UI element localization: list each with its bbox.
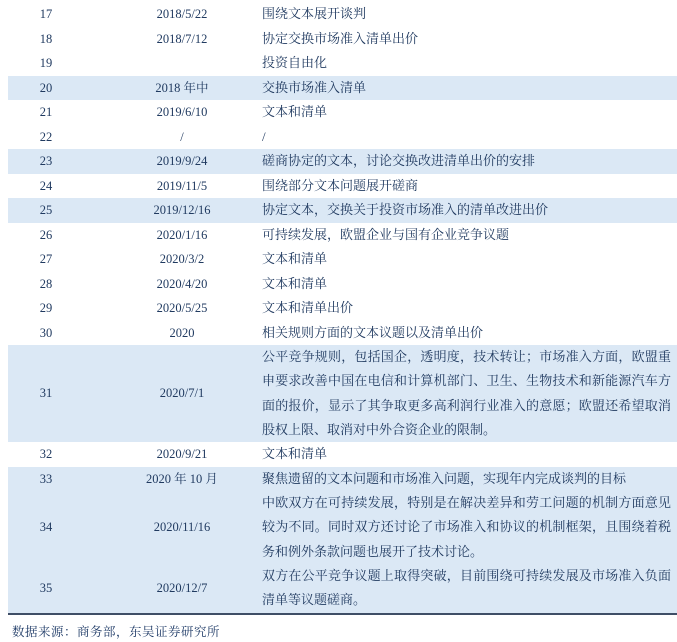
table-row: [8, 149, 677, 174]
content-cell: 中欧双方在可持续发展，特别是在解决差异和劳工问题的机制方面意见较为不同。同时双方还讨论了市场准入和协议的机制框架，且围绕着税务和例外条款问题也展开了技术讨论。: [262, 495, 671, 559]
date-cell: 2020: [169, 325, 195, 340]
table-row: [8, 125, 677, 150]
table-row: [8, 564, 677, 613]
content-cell: 协定文本，交换关于投资市场准入的清单改进出价: [262, 202, 549, 218]
table-bottom-divider: [8, 613, 677, 616]
round-number-cell: 22: [39, 129, 53, 144]
round-number-cell: 23: [39, 154, 53, 169]
date-cell: 2019/9/24: [156, 154, 208, 169]
content-cell: 公平竞争规则，包括国企，透明度，技术转让；市场准入方面，欧盟重申要求改善中国在电信和计算机部门、卫生、生物技术和新能源汽车方面的报价，显示了其争取更多高利润行业准入的意愿；欧盟还希望取消股权上限、取消对中外合资企业的限制。: [262, 349, 671, 437]
round-number-cell: 32: [39, 447, 53, 462]
date-cell: 2019/12/16: [153, 203, 211, 218]
round-number-cell: 28: [39, 276, 53, 291]
round-number-cell: 29: [39, 301, 53, 316]
date-cell: /: [180, 129, 184, 144]
date-cell: 2019/6/10: [156, 105, 208, 120]
rounds-table-body: [8, 2, 677, 613]
round-number-cell: 21: [39, 105, 53, 120]
table-row: [8, 296, 677, 321]
round-number-cell: 26: [39, 227, 53, 242]
table-row: [8, 198, 677, 223]
round-number-cell: 27: [39, 252, 53, 267]
table-row: [8, 467, 677, 492]
round-number-cell: 30: [39, 325, 53, 340]
round-number-cell: 20: [39, 80, 53, 95]
date-cell: 2018 年中: [155, 80, 209, 95]
table-row: [8, 272, 677, 297]
date-cell: 2020/7/1: [159, 386, 205, 401]
table-row: [8, 247, 677, 272]
content-cell: 围绕部分文本问题展开磋商: [262, 177, 419, 193]
content-cell: 磋商协定的文本，讨论交换改进清单出价的安排: [262, 153, 536, 169]
round-number-cell: 17: [39, 7, 53, 22]
data-source-note: 数据来源：商务部，东吴证券研究所: [12, 625, 221, 640]
content-cell: 交换市场准入清单: [262, 79, 367, 95]
round-number-cell: 25: [39, 203, 53, 218]
round-number-cell: 33: [39, 471, 53, 486]
content-cell: 聚焦遗留的文本问题和市场准入问题，实现年内完成谈判的目标: [262, 470, 627, 486]
table-row: [8, 491, 677, 564]
date-cell: 2020/12/7: [156, 581, 208, 596]
round-number-cell: 34: [39, 520, 53, 535]
content-cell: 文本和清单: [262, 251, 328, 267]
date-cell: 2019/11/5: [156, 178, 208, 193]
content-cell: 文本和清单出价: [262, 300, 354, 316]
table-row: [8, 345, 677, 442]
table-row: [8, 321, 677, 346]
table-row: [8, 76, 677, 101]
date-cell: 2020/3/2: [159, 252, 205, 267]
table-row: [8, 174, 677, 199]
round-number-cell: 31: [39, 386, 53, 401]
content-cell: 文本和清单: [262, 275, 328, 291]
content-cell: 双方在公平竞争议题上取得突破，目前围绕可持续发展及市场准入负面清单等议题磋商。: [262, 568, 671, 608]
round-number-cell: 24: [39, 178, 53, 193]
table-row: [8, 27, 677, 52]
table-row: [8, 2, 677, 27]
date-cell: 2018/5/22: [156, 7, 208, 22]
date-cell: 2018/7/12: [156, 31, 208, 46]
round-number-cell: 19: [39, 56, 53, 71]
content-cell: 投资自由化: [262, 55, 328, 71]
round-number-cell: 35: [39, 581, 53, 596]
content-cell: 文本和清单: [262, 104, 328, 120]
date-cell: 2020/9/21: [156, 447, 208, 462]
content-cell: 协定交换市场准入清单出价: [262, 30, 419, 46]
table-row: [8, 100, 677, 125]
negotiation-rounds-table: [8, 2, 677, 613]
date-cell: 2020/1/16: [156, 227, 208, 242]
round-number-cell: 18: [39, 31, 53, 46]
content-cell: 相关规则方面的文本议题以及清单出价: [262, 324, 484, 340]
date-cell: 2020/11/16: [153, 520, 211, 535]
table-row: [8, 51, 677, 76]
date-cell: 2020/5/25: [156, 301, 208, 316]
content-cell: 可持续发展，欧盟企业与国有企业竞争议题: [262, 226, 510, 242]
date-cell: 2020/4/20: [156, 276, 208, 291]
content-cell: 文本和清单: [262, 446, 328, 462]
content-cell: /: [262, 128, 266, 144]
table-row: [8, 223, 677, 248]
date-cell: 2020 年 10 月: [146, 471, 218, 486]
content-cell: 围绕文本展开谈判: [262, 6, 367, 22]
table-row: [8, 442, 677, 467]
